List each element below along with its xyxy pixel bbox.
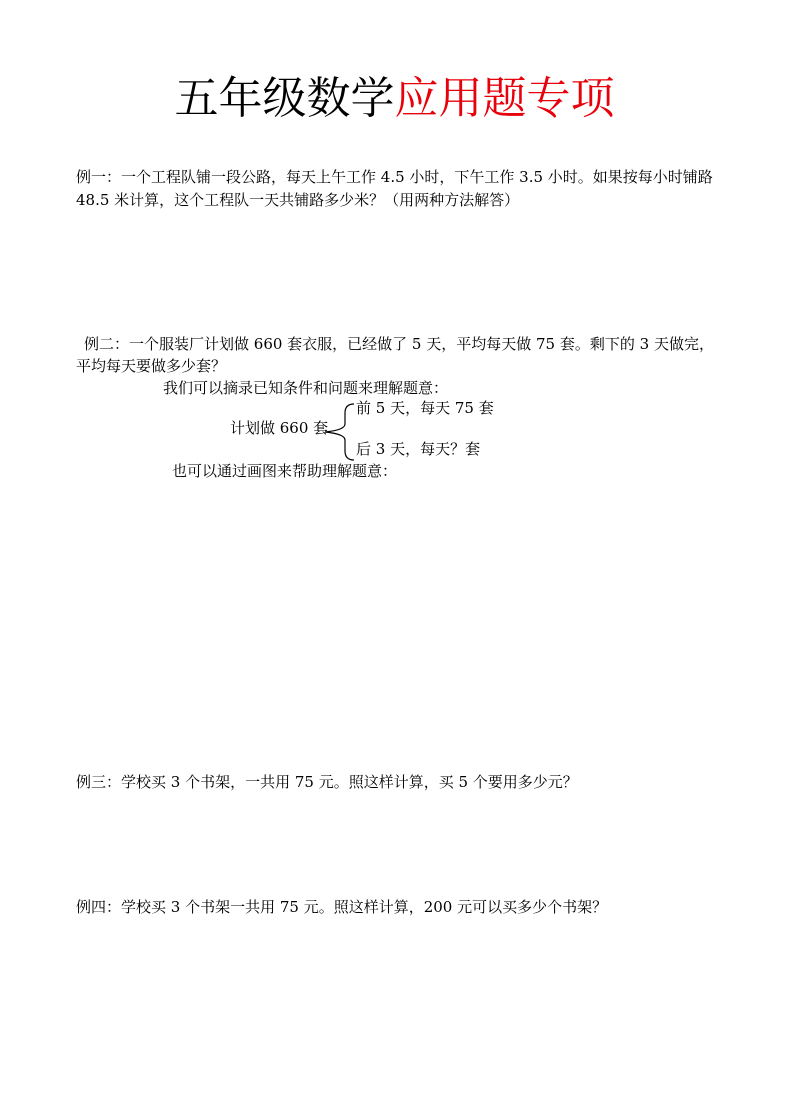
page-title-part2: 应用题专项: [394, 73, 615, 124]
page-title: [0, 74, 789, 124]
page-title-part1: 五年级数学: [174, 73, 395, 124]
example4-line1: 例四：学校买 3 个书架一共用 75 元。照这样计算，200 元可以买多少个书架？: [76, 898, 608, 916]
example3-line1: 例三：学校买 3 个书架，一共用 75 元。照这样计算，买 5 个要用多少元？: [76, 773, 578, 791]
example2-line1: 例二：一个服装厂计划做 660 套衣服，已经做了 5 天，平均每天做 75 套。剩下的 3 天做完，: [84, 335, 714, 353]
example1-line2: 48.5 米计算，这个工程队一天共铺路多少米？（用两种方法解答）: [76, 191, 520, 209]
curly-brace: [320, 402, 360, 462]
example2-plan: 计划做 660 套: [230, 419, 329, 437]
example2-branch-top: 前 5 天，每天 75 套: [356, 399, 494, 417]
example2-hint-diagram: 也可以通过画图来帮助理解题意：: [172, 462, 398, 480]
example1-line1: 例一：一个工程队铺一段公路，每天上午工作 4.5 小时，下午工作 3.5 小时。如果按每小时铺路: [76, 168, 713, 186]
example2-hint-excerpt: 我们可以摘录已知条件和问题来理解题意：: [163, 379, 449, 397]
example2-line2: 平均每天要做多少套？: [76, 357, 227, 375]
example2-branch-bottom: 后 3 天，每天？套: [356, 440, 481, 458]
